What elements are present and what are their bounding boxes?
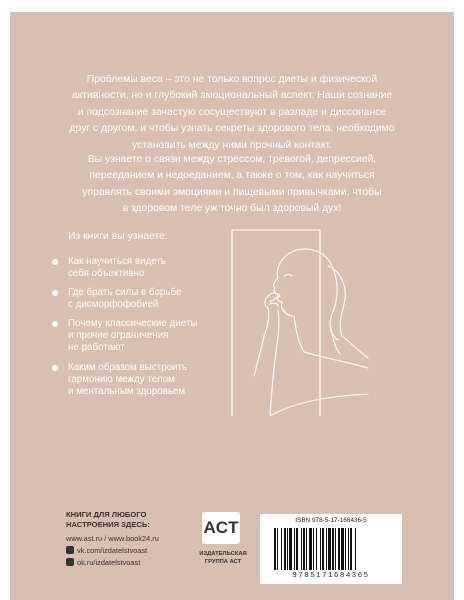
eye-line [284, 275, 292, 277]
list-item [52, 287, 222, 318]
shoulder-back [342, 336, 368, 358]
list-item-line: с дисморфофобией [68, 299, 159, 310]
barcode-bar [345, 528, 346, 570]
barcode-bar [313, 528, 314, 570]
promise-line: Вы узнаете о связи между стрессом, тревогой, депрессией, [87, 154, 377, 165]
list-item [52, 362, 222, 406]
barcode-bar [328, 528, 331, 570]
intro-line: активности, но и глубокий эмоциональный аспект. Наши сознание [71, 90, 393, 102]
list-item-text [68, 256, 228, 280]
intro-paragraph [50, 72, 414, 154]
publisher-name-line: ИЗДАТЕЛЬСКАЯ [199, 551, 247, 557]
list-item-text [68, 287, 228, 311]
promise-paragraph [50, 152, 414, 218]
isbn-label: ISBN 978-5-17-168436-5 [295, 517, 367, 524]
vk-link-text: vk.com/izdatelstvoast [77, 546, 148, 555]
list-item-line: и прочие ограничения [68, 330, 169, 341]
frame-line [232, 230, 320, 416]
list-item-line: себя объективно [68, 268, 145, 279]
list-item-line: и ментальным здоровьем [68, 386, 186, 397]
barcode-digits: 9785171684365 [292, 572, 370, 580]
vk-link[interactable] [66, 545, 184, 557]
intro-line: друг с другом, и чтобы узнать секреты здорового тела, необходимо [69, 123, 395, 135]
line-art-woman-illustration [224, 226, 374, 416]
barcode-bar [287, 528, 288, 570]
barcode-bar [296, 528, 298, 570]
intro-line: Проблемы веса – это не только вопрос диеты и физической [86, 74, 378, 85]
vk-icon [66, 546, 74, 554]
barcode-bar [284, 528, 286, 570]
learn-list [52, 256, 222, 406]
list-item-line: не работают [68, 342, 125, 353]
bullet-dot-icon [52, 321, 58, 327]
barcode-bar [294, 528, 295, 570]
intro-line: и подсознание зачастую сосуществуют в разладе и диссонансе [77, 106, 387, 118]
barcode-bar [306, 528, 307, 570]
footer-title-line: КНИГИ ДЛЯ ЛЮБОГО [66, 510, 147, 519]
neck-line [294, 316, 304, 352]
barcode-bar [341, 528, 344, 570]
promise-line: управлять своими эмоциями и пищевыми привычками, чтобы [82, 186, 382, 198]
barcode [274, 528, 388, 572]
hair-outline [282, 249, 338, 340]
publisher-logo-text: ACT [203, 518, 239, 537]
barcode-bar [338, 528, 340, 570]
barcode-bar [322, 528, 324, 570]
list-item-line: Почему классические диеты [68, 318, 198, 329]
barcode-bar [301, 528, 302, 570]
list-item [52, 318, 222, 362]
barcode-bar [350, 528, 352, 570]
barcode-bar [355, 528, 356, 570]
barcode-bar [348, 528, 349, 570]
site-link-text: www.ast.ru / www.book24.ru [66, 534, 159, 543]
barcode-bar [316, 528, 317, 570]
list-item-line: гармонию между телом [68, 374, 175, 385]
list-item [52, 256, 222, 287]
barcode-bar [281, 528, 282, 570]
site-link[interactable] [66, 533, 184, 545]
barcode-bar [332, 528, 334, 570]
publisher-name-line: ГРУППА АСТ [204, 559, 242, 565]
intro-line: установить между ними прочный контакт. [132, 139, 332, 151]
finger-line-2 [270, 303, 278, 306]
list-item-line: Где брать силы в борьбе [68, 287, 182, 298]
hand-outline [254, 296, 269, 376]
barcode-bar [320, 528, 321, 570]
barcode-bar [326, 528, 327, 570]
barcode-bar [277, 528, 278, 570]
list-item-text [68, 318, 228, 354]
arm-line [270, 310, 279, 416]
promise-line: в здоровом теле уж точно был здоровый дух! [122, 203, 342, 215]
barcode-bar [274, 528, 276, 570]
isbn-barcode [260, 514, 402, 584]
barcode-bar [309, 528, 312, 570]
publisher-name [192, 550, 254, 566]
face-profile [274, 260, 292, 316]
book-back-cover [10, 12, 454, 600]
promise-line: перееданием и недоеданием, а также о том, как научиться [89, 170, 375, 182]
list-item-text [68, 362, 228, 398]
bullet-dot-icon [52, 259, 58, 265]
ok-link[interactable] [66, 557, 184, 569]
footer-links [66, 510, 184, 569]
publisher-logo-block [192, 512, 254, 582]
shoulder-line [304, 352, 368, 368]
chest-line [270, 394, 368, 416]
ok-icon [66, 558, 74, 566]
footer-title-line: НАСТРОЕНИЯ ЗДЕСЬ: [66, 520, 150, 529]
list-item-line: Каким образом выстроить [68, 362, 188, 373]
list-item-line: Как научиться видеть [68, 256, 167, 267]
barcode-bar [335, 528, 336, 570]
barcode-bar [289, 528, 292, 570]
ok-link-text: ok.ru/izdatelstvoast [77, 558, 141, 567]
learn-heading: Из книги вы узнаете: [68, 231, 168, 242]
bullet-dot-icon [52, 290, 58, 296]
bullet-dot-icon [52, 365, 58, 371]
publisher-logo [202, 512, 240, 544]
barcode-bar [303, 528, 305, 570]
